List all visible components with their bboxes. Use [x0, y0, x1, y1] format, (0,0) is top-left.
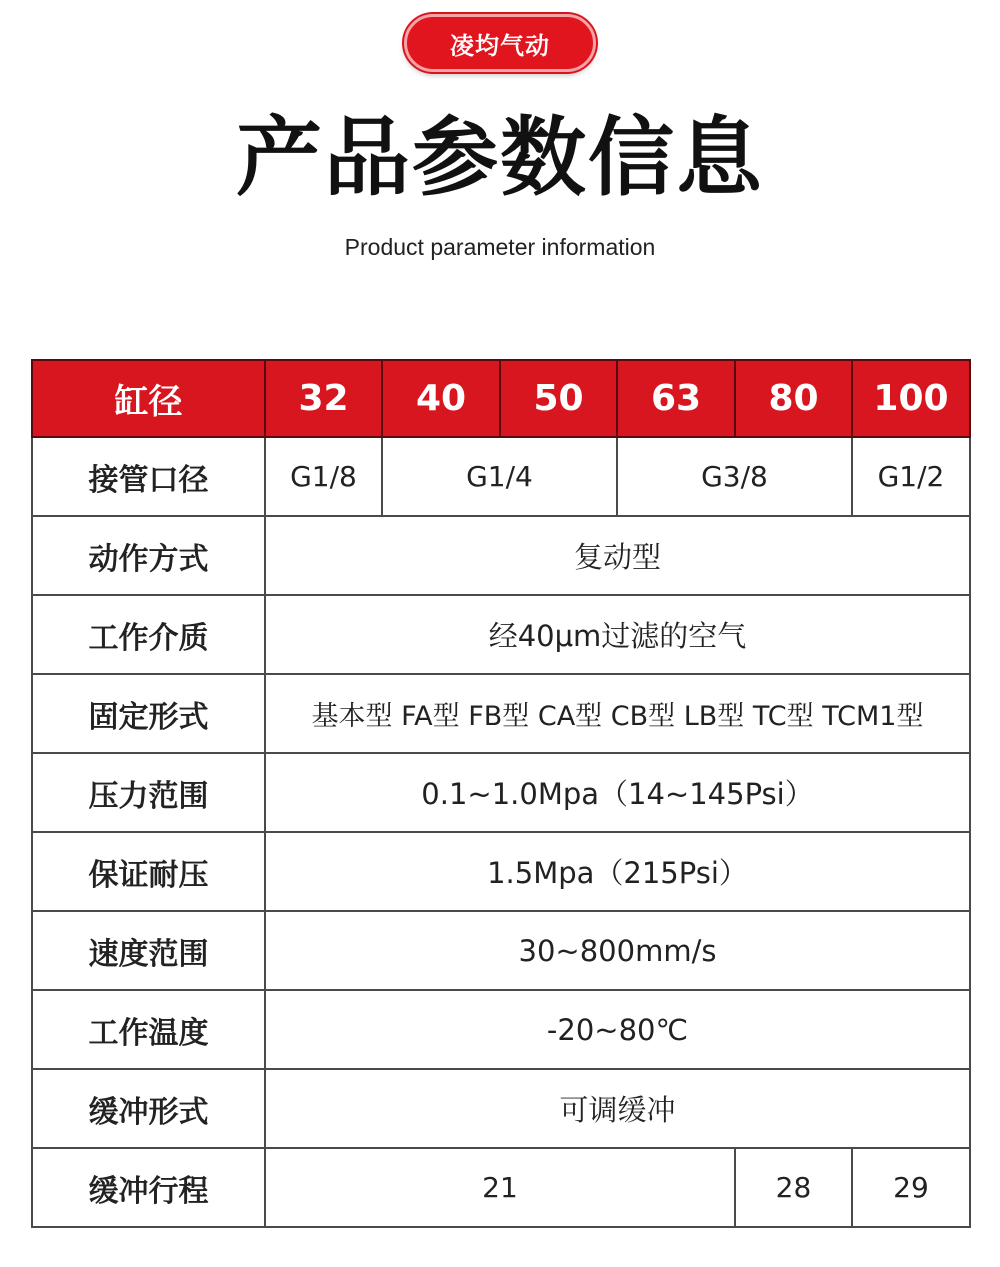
table-row: [32, 832, 970, 911]
table-row: [32, 753, 970, 832]
port-size-label: 接管口径: [32, 437, 265, 516]
temperature-value: -20~80℃: [265, 990, 970, 1069]
table-row: [32, 437, 970, 516]
medium-label: 工作介质: [32, 595, 265, 674]
table-row: [32, 990, 970, 1069]
table-row: [32, 1148, 970, 1227]
table-row: [32, 595, 970, 674]
bore-value: 80: [735, 360, 852, 437]
cushion-stroke-value: 28: [735, 1148, 852, 1227]
action-value: 复动型: [265, 516, 970, 595]
temperature-label: 工作温度: [32, 990, 265, 1069]
port-size-value: G3/8: [617, 437, 852, 516]
port-size-value: G1/2: [852, 437, 970, 516]
proof-pressure-label: 保证耐压: [32, 832, 265, 911]
port-size-value: G1/8: [265, 437, 382, 516]
table-row: [32, 1069, 970, 1148]
table-row: [32, 674, 970, 753]
cushion-stroke-value: 21: [265, 1148, 735, 1227]
pressure-range-value: 0.1~1.0Mpa（14~145Psi）: [265, 753, 970, 832]
proof-pressure-value: 1.5Mpa（215Psi）: [265, 832, 970, 911]
bore-value: 40: [382, 360, 500, 437]
medium-value: 经40μm过滤的空气: [265, 595, 970, 674]
bore-label: 缸径: [32, 360, 265, 437]
cushion-type-value: 可调缓冲: [265, 1069, 970, 1148]
pressure-range-label: 压力范围: [32, 753, 265, 832]
cushion-stroke-value: 29: [852, 1148, 970, 1227]
table-row: [32, 911, 970, 990]
page-title: 产品参数信息: [236, 108, 764, 208]
speed-range-value: 30~800mm/s: [265, 911, 970, 990]
table-row: [32, 516, 970, 595]
mounting-label: 固定形式: [32, 674, 265, 753]
action-label: 动作方式: [32, 516, 265, 595]
cushion-type-label: 缓冲形式: [32, 1069, 265, 1148]
speed-range-label: 速度范围: [32, 911, 265, 990]
page-subtitle: Product parameter information: [344, 234, 656, 260]
brand-badge: 凌均气动: [404, 14, 596, 72]
cushion-stroke-label: 缓冲行程: [32, 1148, 265, 1227]
parameter-table: [31, 359, 971, 1228]
bore-value: 32: [265, 360, 382, 437]
bore-value: 63: [617, 360, 735, 437]
table-header-row: [32, 360, 970, 437]
bore-value: 100: [852, 360, 970, 437]
bore-value: 50: [500, 360, 617, 437]
mounting-value: 基本型 FA型 FB型 CA型 CB型 LB型 TC型 TCM1型: [265, 674, 970, 753]
port-size-value: G1/4: [382, 437, 617, 516]
